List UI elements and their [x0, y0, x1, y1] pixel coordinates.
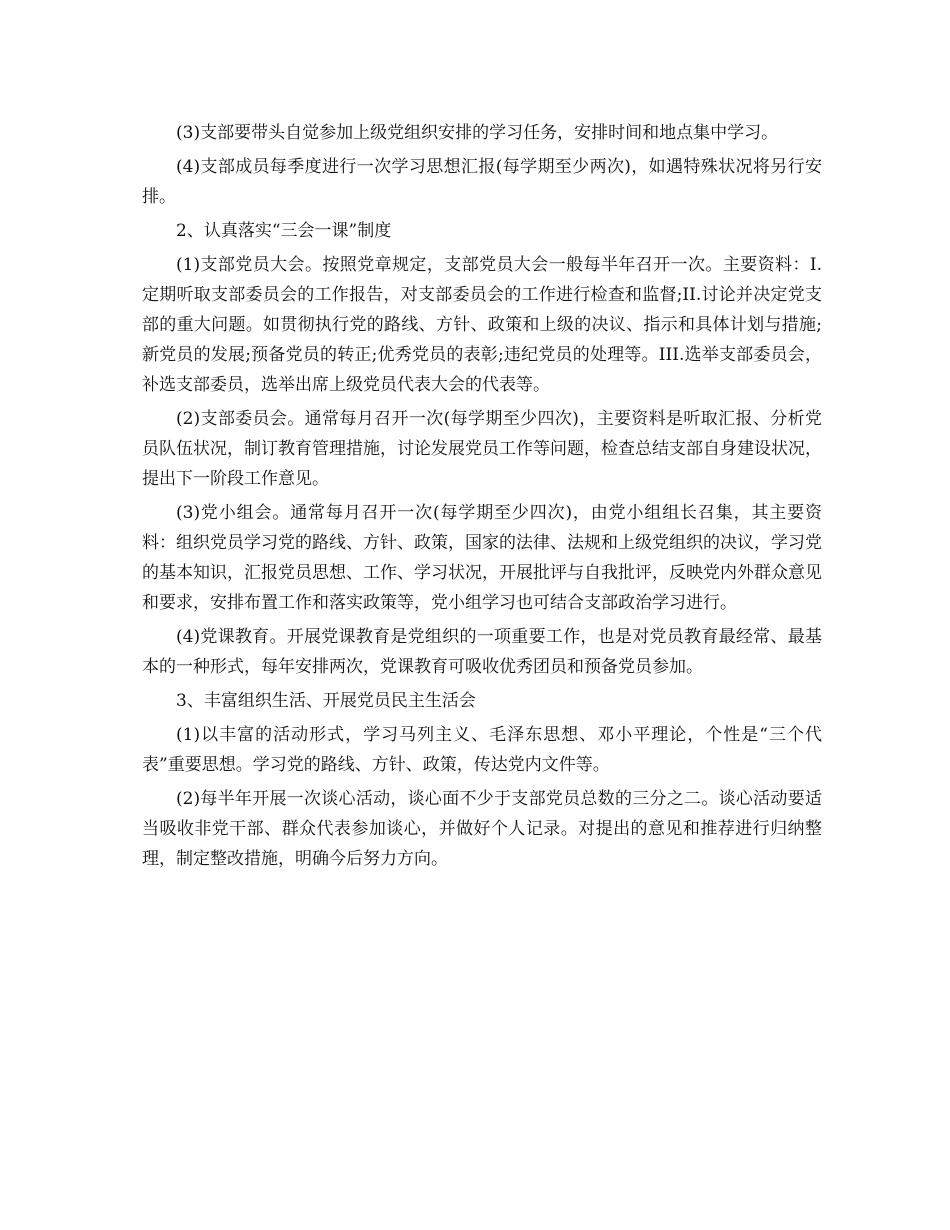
section-heading-3: 3、丰富组织生活、开展党员民主生活会	[176, 691, 476, 711]
paragraph-3-1: (3)支部要带头自觉参加上级党组织安排的学习任务，安排时间和地点集中学习。	[176, 123, 779, 143]
paragraph-party-congress: (1)支部党员大会。按照党章规定，支部党员大会一般每半年召开一次。主要资料：I.定期听取支部委员会的工作报告，对支部委员会的工作进行检查和监督;II.讨论并决定党支部的重大问题。如贯彻执行党的路线、方针、政策和上级的决议、指示和具体计划与措施;新党员的发展;预备党员的转正;优秀党员的表彰;违纪党员的处理等。III.选举支部委员会，补选支部委员，选举出席上级党员代表大会的代表等。	[142, 255, 822, 395]
document-body	[142, 118, 822, 878]
paragraph-activities: (1)以丰富的活动形式，学习马列主义、毛泽东思想、邓小平理论，个性是“三个代表”重要思想。学习党的路线、方针、政策，传达党内文件等。	[142, 725, 822, 775]
paragraph-group-meeting: (3)党小组会。通常每月召开一次(每学期至少四次)，由党小组组长召集，其主要资料：组织党员学习党的路线、方针、政策，国家的法律、法规和上级党组织的决议，学习党的基本知识，汇报党员思想、工作、学习状况，开展批评与自我批评，反映党内外群众意见和要求，安排布置工作和落实政策等，党小组学习也可结合支部政治学习进行。	[142, 503, 822, 613]
paragraph-heart-talk: (2)每半年开展一次谈心活动，谈心面不少于支部党员总数的三分之二。谈心活动要适当吸收非党干部、群众代表参加谈心，并做好个人记录。对提出的意见和推荐进行归纳整理，制定整改措施，明确今后努力方向。	[142, 789, 822, 869]
section-heading-2: 2、认真落实“三会一课”制度	[176, 221, 392, 241]
paragraph-4-1: (4)支部成员每季度进行一次学习思想汇报(每学期至少两次)，如遇特殊状况将另行安排。	[142, 157, 822, 207]
paragraph-party-lesson: (4)党课教育。开展党课教育是党组织的一项重要工作，也是对党员教育最经常、最基本的一种形式，每年安排两次，党课教育可吸收优秀团员和预备党员参加。	[142, 627, 822, 677]
paragraph-branch-committee: (2)支部委员会。通常每月召开一次(每学期至少四次)，主要资料是听取汇报、分析党员队伍状况，制订教育管理措施，讨论发展党员工作等问题，检查总结支部自身建设状况，提出下一阶段工作意见。	[142, 409, 822, 489]
